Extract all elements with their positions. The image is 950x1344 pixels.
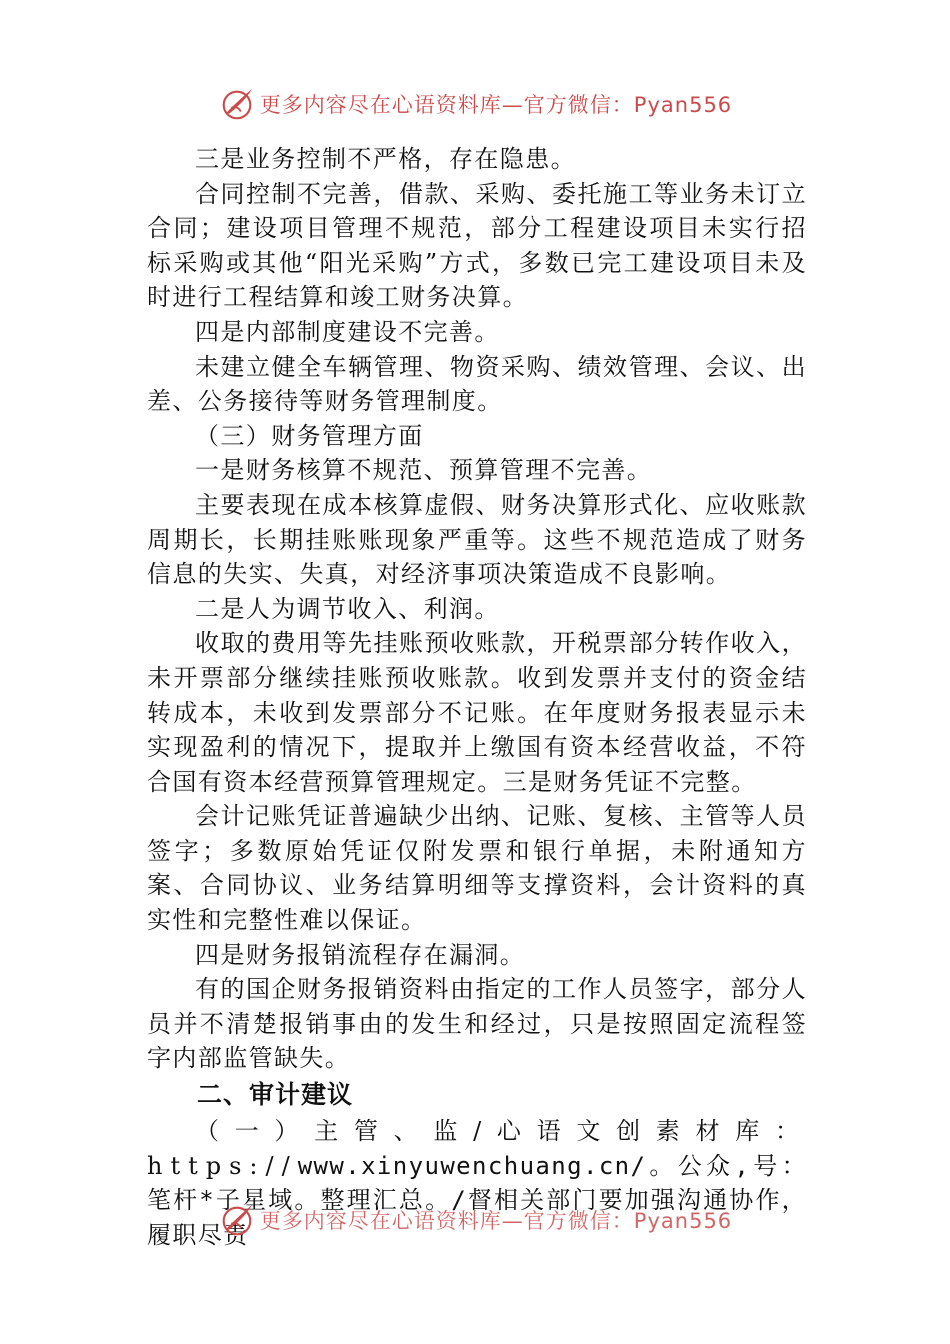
document-body [147, 142, 807, 1252]
paragraph: 四是内部制度建设不完善。 [195, 317, 500, 346]
paragraph: 三是业务控制不严格，存在隐患。 [195, 145, 576, 173]
watermark-text: 更多内容尽在心语资料库—官方微信：Pyan556 [259, 93, 733, 117]
paragraph: 会计记账凭证普遍缺少出纳、记账、复核、主管等人员签字；多数原始凭证仅附发票和银行单据，未附通知方案、合同协议、业务结算明细等支撑资料，会计资料的真实性和完整性难以保证。 [147, 802, 807, 935]
paragraph: 合同控制不完善，借款、采购、委托施工等业务未订立合同；建设项目管理不规范，部分工程建设项目未实行招标采购或其他“阳光采购”方式，多数已完工建设项目未及时进行工程结算和竣工财务决算。 [147, 179, 807, 312]
section-heading: 二、审计建议 [197, 1080, 354, 1110]
watermark-bottom [0, 1200, 950, 1240]
watermark-text: 更多内容尽在心语资料库—官方微信：Pyan556 [259, 1209, 733, 1233]
quill-logo-icon [218, 1201, 256, 1239]
watermark-top [0, 84, 950, 124]
paragraph: 收取的费用等先挂账预收账款，开税票部分转作收入，未开票部分继续挂账预收账款。收到发票并支付的资金结转成本，未收到发票部分不记账。在年度财务报表显示未实现盈利的情况下，提取并上缴国有资本经营收益，不符合国有资本经营预算管理规定。三是财务凭证不完整。 [147, 629, 807, 796]
section-subheading: （三）财务管理方面 [195, 421, 424, 450]
paragraph: 二是人为调节收入、利润。 [195, 594, 500, 623]
last-paragraph-lead: （一）主管、监/心语文创素材库：https:// [147, 1117, 807, 1180]
paragraph: 四是财务报销流程存在漏洞。 [195, 940, 526, 969]
quill-logo-icon [218, 85, 256, 123]
paragraph: 主要表现在成本核算虚假、财务决算形式化、应收账款周期长，长期挂账账现象严重等。这些不规范造成了财务信息的失实、失真，对经济事项决策造成不良影响。 [147, 490, 807, 589]
paragraph: 有的国企财务报销资料由指定的工作人员签字，部分人员并不清楚报销事由的发生和经过，只是按照固定流程签字内部监管缺失。 [147, 975, 807, 1073]
paragraph: 一是财务核算不规范、预算管理不完善。 [195, 456, 653, 485]
paragraph: 未建立健全车辆管理、物资采购、绩效管理、会议、出差、公务接待等财务管理制度。 [147, 352, 807, 416]
last-paragraph-rest: www.xinyuwenchuang.cn/。公众,号：笔杆*子星域。整理汇总。/督相关部门要加强沟通协作，履职尽责 [147, 1151, 807, 1249]
